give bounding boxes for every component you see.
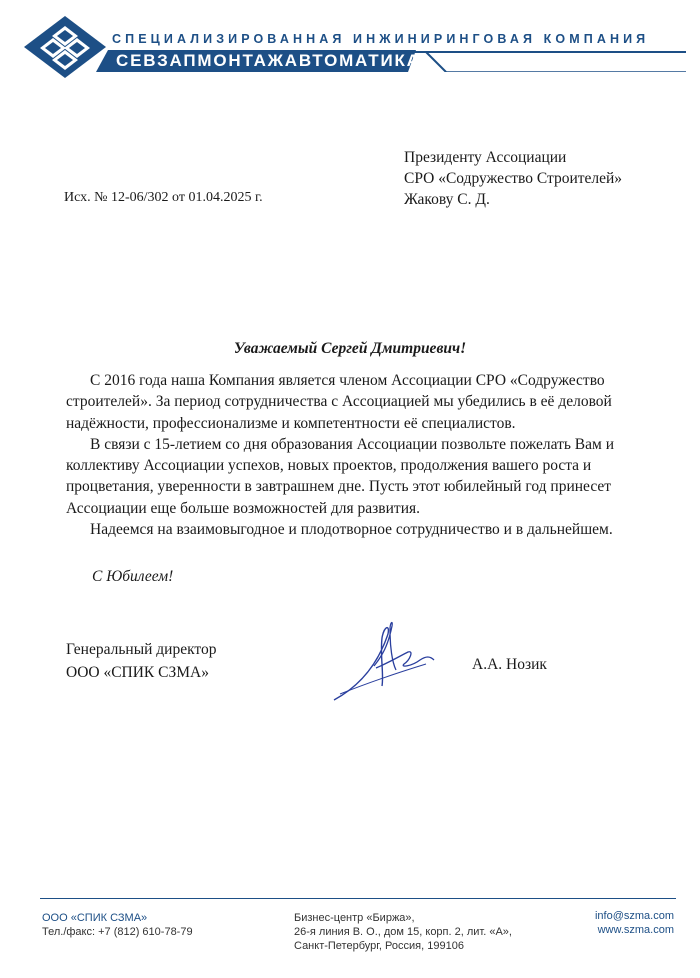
website-link[interactable]: www.szma.com: [597, 924, 674, 936]
company-name: СЕВЗАПМОНТАЖАВТОМАТИКА: [116, 51, 421, 70]
address-line: 26-я линия В. О., дом 15, корп. 2, лит. «А»,: [294, 926, 512, 938]
company-name-band: [96, 50, 686, 72]
closing-greeting: С Юбилеем!: [92, 568, 174, 585]
email-link[interactable]: info@szma.com: [594, 910, 674, 922]
signatory-name: А.А. Нозик: [472, 656, 547, 673]
position-title: Генеральный директор: [66, 641, 217, 658]
position-company: ООО «СПИК СЗМА»: [66, 664, 209, 681]
footer-address: [294, 911, 512, 953]
body-paragraph: Надеемся на взаимовыгодное и плодотворное сотрудничество и в дальнейшем.: [90, 521, 613, 539]
addressee-line: СРО «Содружество Строителей»: [404, 170, 623, 187]
addressee-line: Жакову С. Д.: [404, 191, 490, 208]
salutation: Уважаемый Сергей Дмитриевич!: [233, 340, 467, 357]
signatory-position: [66, 638, 217, 684]
letter-body: [66, 370, 658, 540]
addressee-line: Президенту Ассоциации: [404, 149, 567, 166]
footer-phone: Тел./факс: +7 (812) 610-78-79: [42, 926, 193, 938]
footer-contacts: [42, 911, 193, 939]
company-tagline: СПЕЦИАЛИЗИРОВАННАЯ ИНЖИНИРИНГОВАЯ КОМПАНИЯ: [112, 32, 650, 46]
footer-divider: [40, 898, 676, 899]
letterhead: [0, 0, 700, 90]
body-paragraph: С 2016 года наша Компания является членом Ассоциации СРО «Содружество строителей». За период сотрудничества с Ассоциацией мы убедились в её деловой надёжности, профессионализме и компетентности её специалистов.: [66, 372, 612, 432]
address-line: Санкт-Петербург, Россия, 199106: [294, 940, 464, 952]
footer-company: ООО «СПИК СЗМА»: [42, 912, 148, 924]
addressee-block: [404, 147, 622, 210]
handwritten-signature-icon: [330, 616, 440, 706]
body-paragraph: В связи с 15-летием со дня образования Ассоциации позвольте пожелать Вам и коллективу Ассоциации успехов, новых проектов, продолжения вашего роста и процветания, уверенности в завтрашнем дне. Пусть этот юбилейный год принесет Ассоциации еще больше возможностей для развития.: [66, 435, 615, 517]
footer-web: [595, 909, 674, 937]
outgoing-reference: Исх. № 12-06/302 от 01.04.2025 г.: [64, 190, 263, 205]
address-line: Бизнес-центр «Биржа»,: [294, 912, 415, 924]
